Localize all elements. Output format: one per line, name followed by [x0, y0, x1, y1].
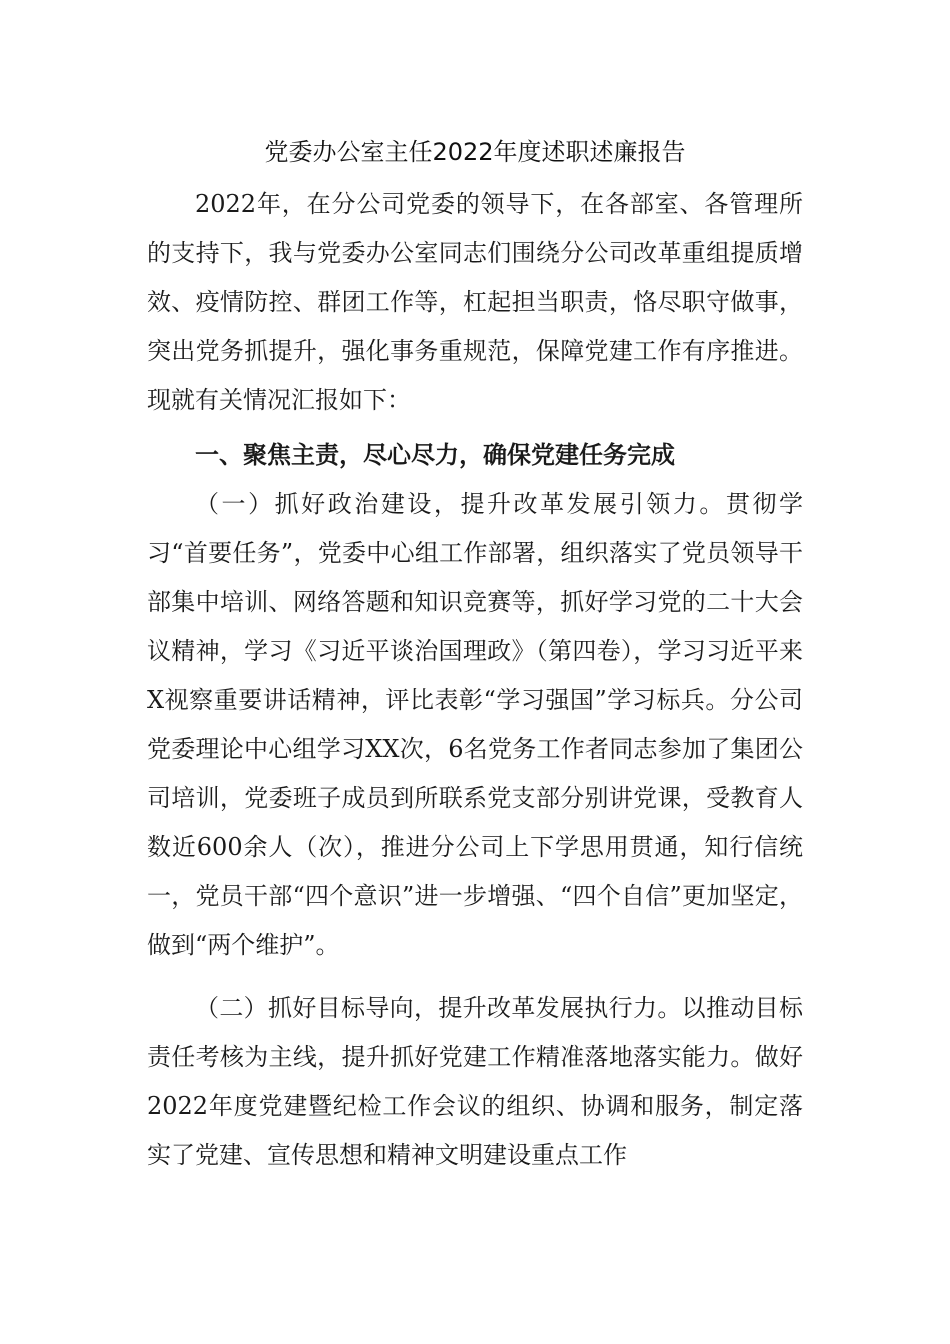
intro-paragraph: 2022年，在分公司党委的领导下，在各部室、各管理所的支持下，我与党委办公室同志们围绕分公司改革重组提质增效、疫情防控、群团工作等，杠起担当职责，恪尽职守做事，突出党务抓提升，强化事务重规范，保障党建工作有序推进。现就有关情况汇报如下： [147, 190, 803, 414]
subsection-2-paragraph: （二）抓好目标导向，提升改革发展执行力。以推动目标责任考核为主线，提升抓好党建工作精准落地落实能力。做好2022年度党建暨纪检工作会议的组织、协调和服务，制定落实了党建、宣传思想和精神文明建设重点工作 [147, 994, 803, 1169]
document-body [147, 180, 803, 1180]
document-title: 党委办公室主任2022年度述职述廉报告 [264, 138, 686, 166]
subsection-1-paragraph: （一）抓好政治建设，提升改革发展引领力。贯彻学习“首要任务”，党委中心组工作部署，组织落实了党员领导干部集中培训、网络答题和知识竞赛等，抓好学习党的二十大会议精神，学习《习近平谈治国理政》（第四卷），学习习近平来X视察重要讲话精神，评比表彰“学习强国”学习标兵。分公司党委理论中心组学习XX次，6名党务工作者同志参加了集团公司培训，党委班子成员到所联系党支部分别讲党课，受教育人数近600余人（次），推进分公司上下学思用贯通，知行信统一，党员干部“四个意识”进一步增强、“四个自信”更加坚定，做到“两个维护”。 [147, 490, 803, 959]
section-heading: 一、聚焦主责，尽心尽力，确保党建任务完成 [195, 441, 675, 469]
